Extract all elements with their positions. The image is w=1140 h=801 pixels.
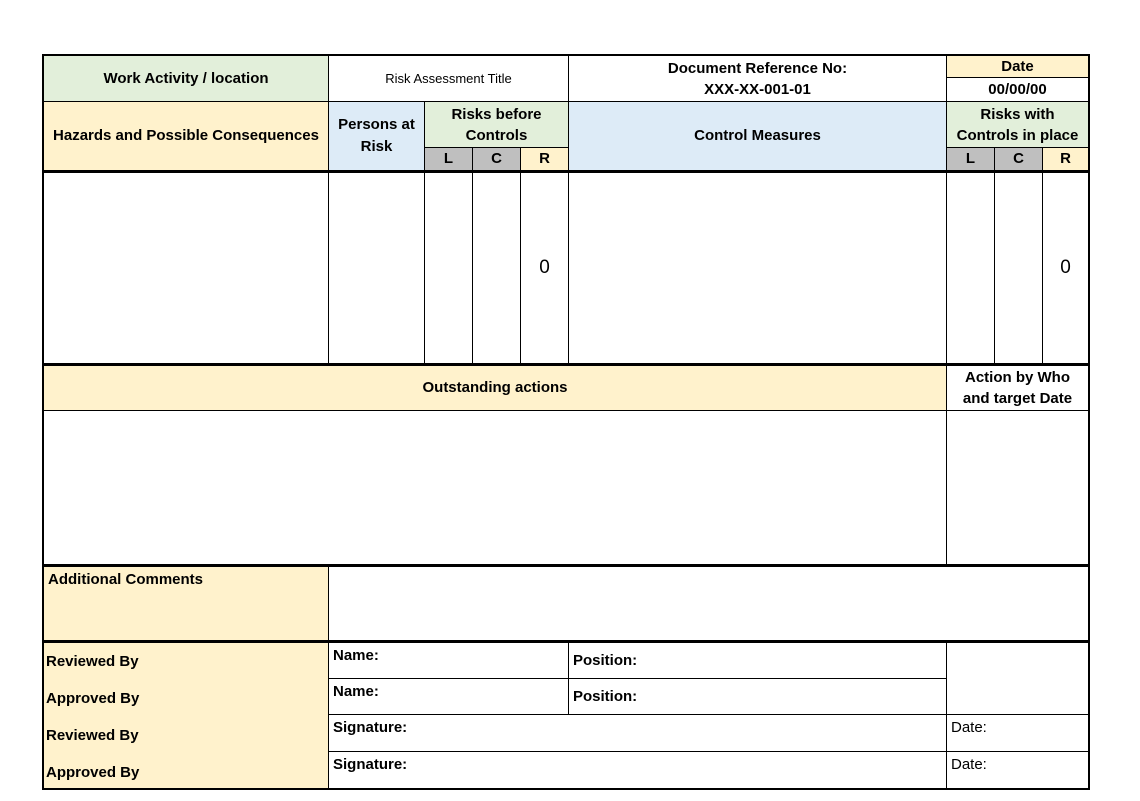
control-measures-header	[568, 101, 947, 173]
action-by-who-header	[946, 365, 1089, 411]
c-text-2: C	[1013, 150, 1024, 167]
date-label-text: Date	[1001, 57, 1034, 75]
date-field-2[interactable]	[946, 751, 1089, 789]
risk-with-c-input[interactable]	[994, 172, 1043, 366]
risk-assessment-title[interactable]	[328, 55, 569, 102]
date-field-1[interactable]	[946, 714, 1089, 752]
date-value[interactable]	[946, 77, 1089, 102]
risks-before-r-header	[520, 147, 569, 173]
persons-at-risk-input[interactable]	[328, 172, 425, 366]
signoff-labels	[43, 642, 329, 789]
persons-header-line2: Risk	[360, 138, 393, 155]
hazards-header-text: Hazards and Possible Consequences	[53, 127, 319, 144]
control-measures-text: Control Measures	[694, 127, 821, 144]
name-label-1: Name:	[333, 647, 379, 664]
risks-with-line2: Controls in place	[956, 126, 1079, 144]
risks-before-line2: Controls	[465, 126, 528, 144]
risk-with-l-input[interactable]	[946, 172, 995, 366]
date-label-1: Date:	[951, 719, 987, 736]
signoff-blank-cell[interactable]	[946, 642, 1089, 715]
hazards-input[interactable]	[43, 172, 329, 366]
persons-at-risk-header	[328, 101, 425, 173]
signature-label-1: Signature:	[333, 719, 408, 736]
persons-header-line1: Persons at	[338, 116, 415, 133]
action-by-who-input[interactable]	[946, 410, 1089, 567]
risks-with-r-header	[1042, 147, 1089, 173]
risks-with-c-header	[994, 147, 1043, 173]
risk-before-r-value	[520, 172, 569, 366]
risk-before-l-input[interactable]	[424, 172, 473, 366]
work-activity-label	[43, 55, 329, 102]
l-text-2: L	[965, 150, 976, 167]
risks-with-l-header	[946, 147, 995, 173]
date-label	[946, 55, 1089, 78]
additional-comments-text: Additional Comments	[48, 571, 204, 588]
signature-field-1[interactable]	[328, 714, 947, 752]
risks-before-c-header	[472, 147, 521, 173]
l-text: L	[443, 150, 454, 167]
doc-ref-label: Document Reference No:	[667, 59, 848, 77]
position-label-1: Position:	[573, 651, 638, 669]
date-label-2: Date:	[951, 756, 987, 773]
risk-assessment-title-text: Risk Assessment Title	[385, 70, 512, 86]
r-text: R	[539, 150, 550, 167]
risks-before-header	[424, 101, 569, 148]
name-field-1[interactable]	[328, 642, 569, 679]
outstanding-actions-input[interactable]	[43, 410, 947, 567]
work-activity-text: Work Activity / location	[103, 69, 269, 87]
additional-comments-label	[43, 566, 329, 643]
risks-before-line1: Risks before	[451, 105, 542, 123]
risk-with-r-value	[1042, 172, 1089, 366]
reviewed-by-label: Reviewed By	[46, 653, 139, 670]
position-field-2[interactable]	[568, 678, 947, 715]
doc-ref-value[interactable]: XXX-XX-001-01	[704, 80, 811, 98]
risks-before-l-header	[424, 147, 473, 173]
control-measures-input[interactable]	[568, 172, 947, 366]
risks-with-line1: Risks with	[980, 105, 1055, 123]
risk-before-r-text: 0	[539, 257, 550, 278]
date-value-text: 00/00/00	[988, 80, 1047, 98]
action-by-line1: Action by Who	[965, 369, 1070, 386]
risks-with-controls-header	[946, 101, 1089, 148]
r-text-2: R	[1060, 150, 1071, 167]
c-text: C	[491, 150, 502, 167]
outstanding-actions-text: Outstanding actions	[422, 379, 568, 396]
hazards-header	[43, 101, 329, 173]
outstanding-actions-header	[43, 365, 947, 411]
signature-field-2[interactable]	[328, 751, 947, 789]
reviewed-by-label-2: Reviewed By	[46, 727, 139, 744]
document-reference	[568, 55, 947, 102]
approved-by-label: Approved By	[46, 690, 140, 707]
risk-with-r-text: 0	[1060, 257, 1071, 278]
risk-before-c-input[interactable]	[472, 172, 521, 366]
position-label-2: Position:	[573, 687, 638, 705]
action-by-line2: and target Date	[962, 390, 1073, 407]
signature-label-2: Signature:	[333, 756, 408, 773]
additional-comments-input[interactable]	[328, 566, 1089, 643]
position-field-1[interactable]	[568, 642, 947, 679]
name-label-2: Name:	[333, 683, 379, 700]
approved-by-label-2: Approved By	[46, 764, 140, 781]
name-field-2[interactable]	[328, 678, 569, 715]
